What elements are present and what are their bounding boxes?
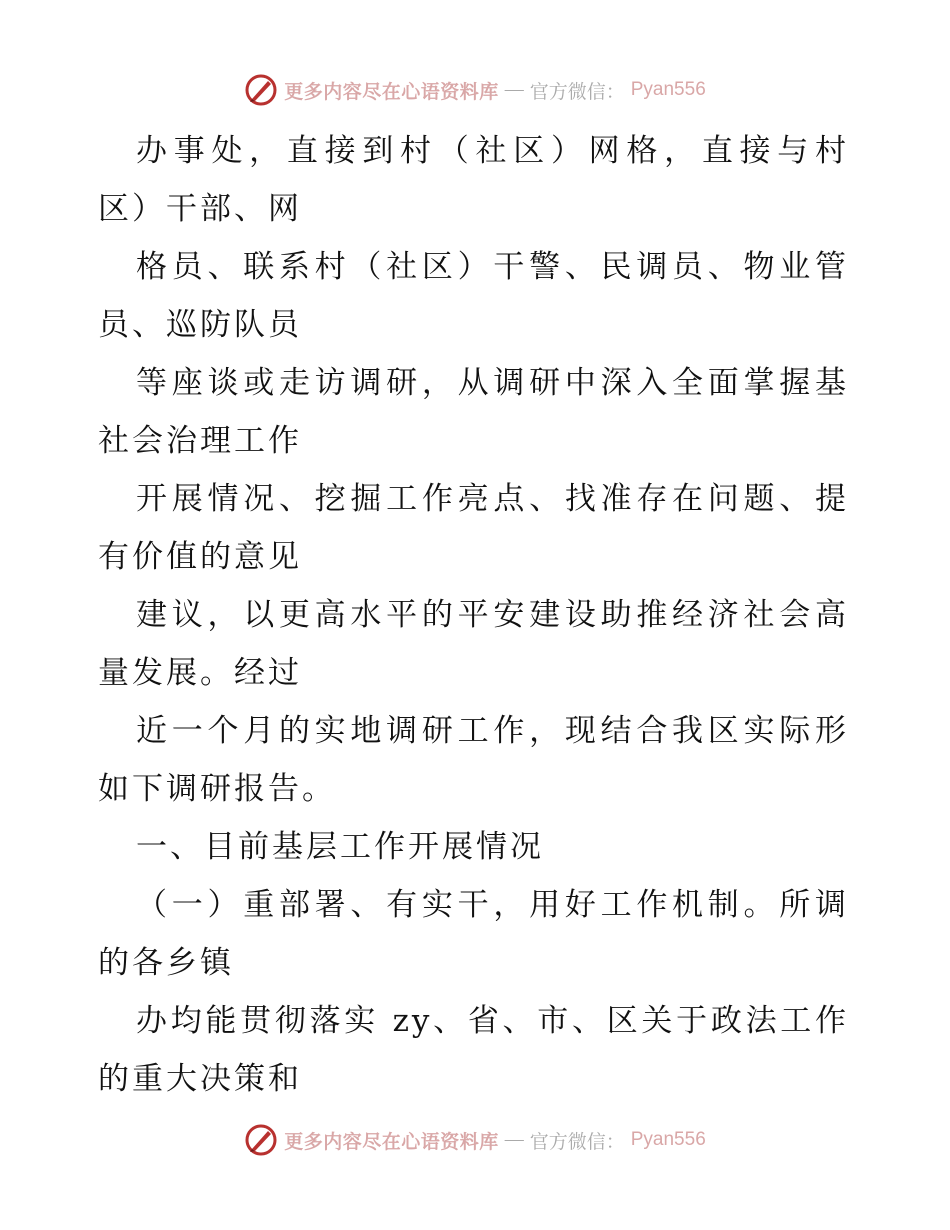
- body-line: （一）重部署、有实干，用好工作机制。所调: [136, 887, 849, 923]
- body-line: 员、巡防队员: [98, 307, 302, 343]
- section-heading: 一、目前基层工作开展情况: [136, 829, 544, 865]
- quill-pen-circle-icon: [244, 73, 278, 107]
- footer-wechat-id: Pyan556: [630, 1129, 706, 1150]
- footer-dash: —: [504, 1129, 524, 1150]
- body-line: 如下调研报告。: [98, 771, 336, 807]
- body-line: 的重大决策和: [98, 1061, 302, 1097]
- body-line: 有价值的意见: [98, 539, 302, 575]
- body-line: 的各乡镇: [98, 945, 234, 981]
- body-line: 办均能贯彻落实 zy、省、市、区关于政法工作: [136, 1003, 849, 1039]
- body-line: 近一个月的实地调研工作，现结合我区实际形: [136, 713, 849, 749]
- body-line: 社会治理工作: [98, 423, 302, 459]
- body-line: 量发展。经过: [98, 655, 302, 691]
- header-banner-content: [244, 73, 706, 107]
- footer-site-text: 更多内容尽在心语资料库: [284, 1130, 499, 1153]
- page-footer-banner: [0, 1120, 950, 1160]
- header-dash: —: [504, 79, 524, 100]
- header-wechat-label: 官方微信：: [529, 80, 625, 103]
- header-wechat-id: Pyan556: [630, 79, 706, 100]
- body-line: 办事处，直接到村（社区）网格，直接与村: [136, 133, 849, 169]
- body-line: 开展情况、挖掘工作亮点、找准存在问题、提: [136, 481, 849, 517]
- body-line: 区）干部、网: [98, 191, 302, 227]
- quill-pen-circle-icon: [244, 1123, 278, 1157]
- body-line: 建议，以更高水平的平安建设助推经济社会高: [136, 597, 849, 633]
- body-line: 等座谈或走访调研，从调研中深入全面掌握基: [136, 365, 849, 401]
- document-body: [98, 122, 858, 1108]
- footer-banner-content: [244, 1123, 706, 1157]
- footer-wechat-label: 官方微信：: [529, 1130, 625, 1153]
- body-line: 格员、联系村（社区）干警、民调员、物业管: [136, 249, 849, 285]
- page-header-banner: [0, 70, 950, 110]
- header-site-text: 更多内容尽在心语资料库: [284, 80, 499, 103]
